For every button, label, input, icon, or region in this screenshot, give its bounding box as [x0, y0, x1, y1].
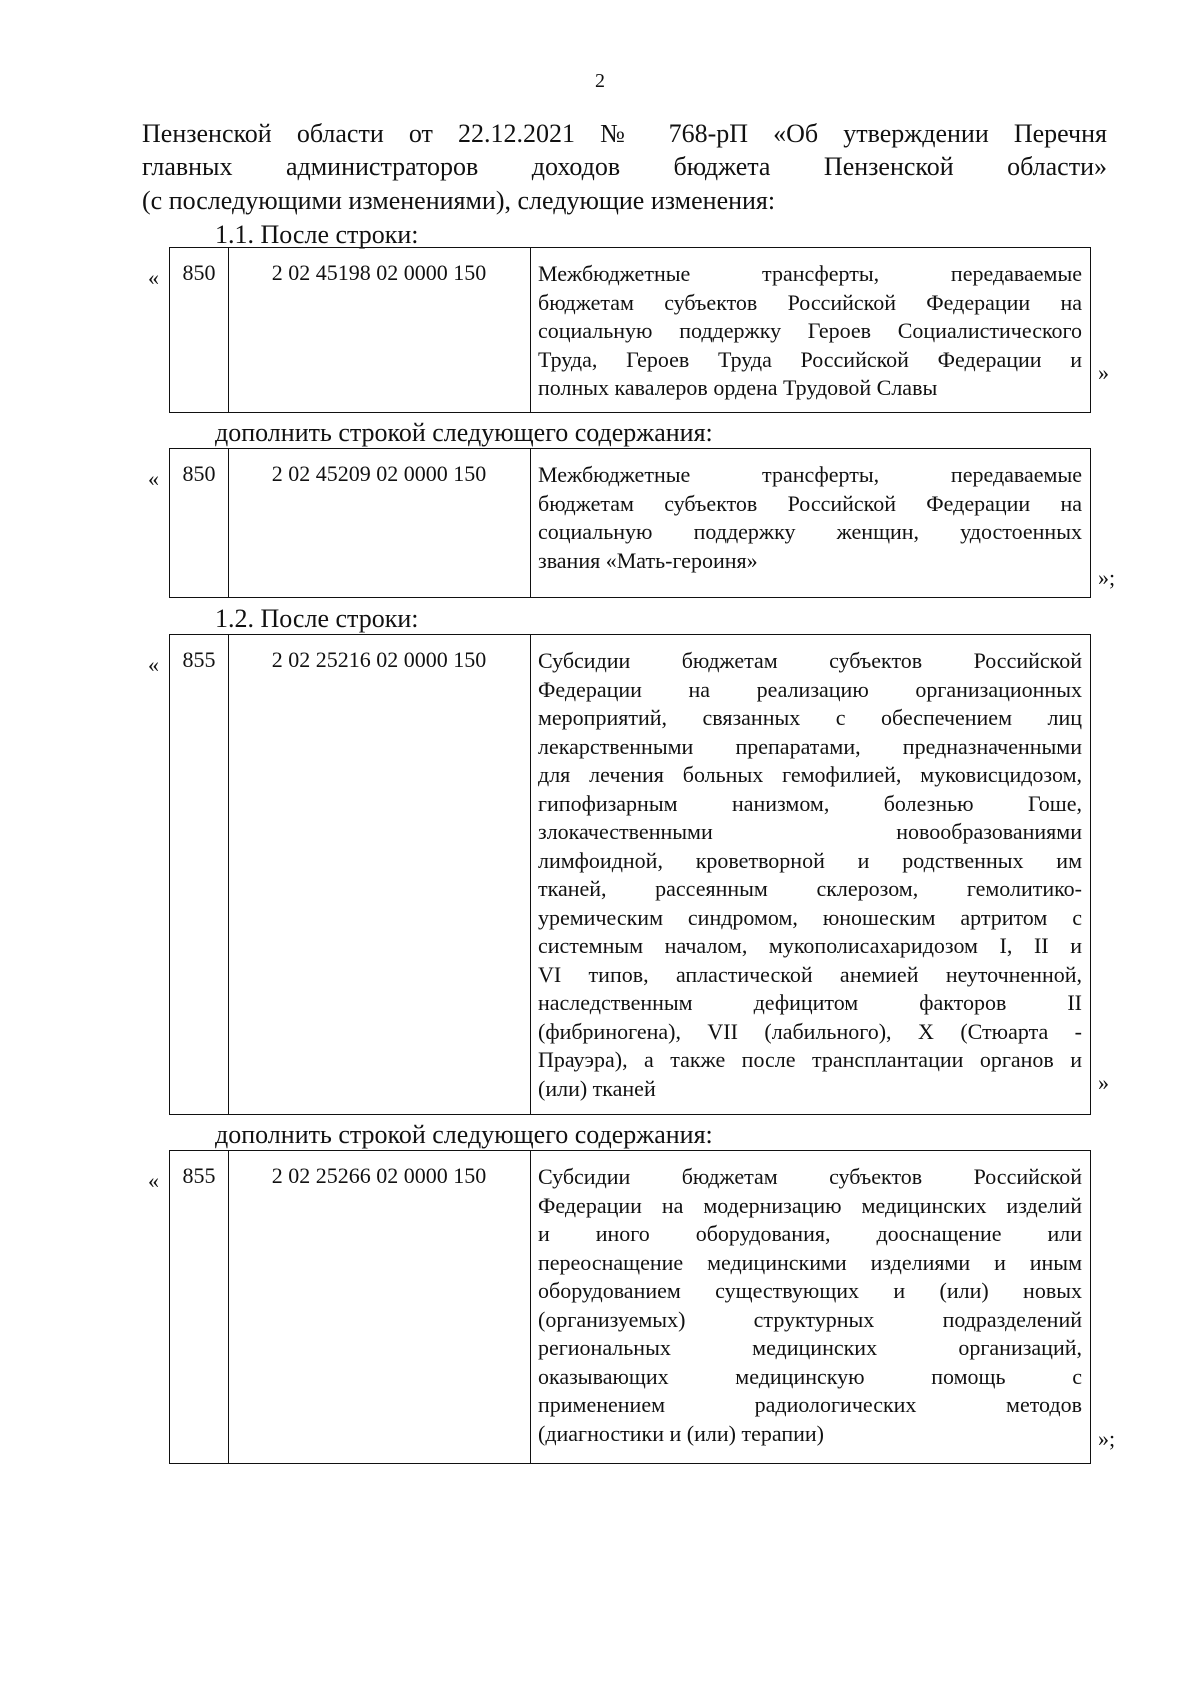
income-name-line: оказывающих медицинскую помощь с [538, 1363, 1082, 1389]
income-name-line: лекарственными препаратами, предназначенными [538, 733, 1082, 759]
income-name-line: Субсидии бюджетам субъектов Российской [538, 648, 1082, 673]
section-heading: 1.1. После строки: [215, 220, 419, 249]
income-name [538, 260, 1082, 403]
income-name-line: (организуемых) структурных подразделений [538, 1306, 1082, 1332]
kbk-code: 2 02 45209 02 0000 150 [271, 461, 487, 486]
admin-code: 850 [182, 461, 216, 486]
income-name-line: и иного оборудования, дооснащение или [538, 1221, 1082, 1246]
income-name-line: Межбюджетные трансферты, передаваемые [538, 462, 1082, 487]
income-name-line: применением радиологических методов [538, 1392, 1082, 1417]
income-name-line: оборудованием существующих и (или) новых [538, 1278, 1082, 1303]
income-name-line: тканей, рассеянным склерозом, гемолитико- [538, 876, 1082, 901]
intro-line: Пензенской области от 22.12.2021 № 768-рП «Об утверждении Перечня [142, 119, 1107, 148]
income-name-line: Федерации на модернизацию медицинских изделий [538, 1192, 1082, 1218]
income-name-line: (фибриногена), VII (лабильного), X (Стюарта - [538, 1018, 1082, 1044]
admin-code: 850 [182, 260, 216, 285]
income-name-line: гипофизарным нанизмом, болезнью Гоше, [538, 790, 1082, 816]
income-name-line: бюджетам субъектов Российской Федерации на [538, 490, 1082, 516]
close-quote: »; [1098, 1426, 1116, 1451]
income-name-line: региональных медицинских организаций, [538, 1335, 1082, 1360]
close-quote: » [1098, 1070, 1109, 1095]
budget-code-table [169, 634, 1091, 1115]
section-heading: 1.2. После строки: [215, 604, 419, 633]
kbk-code: 2 02 25216 02 0000 150 [271, 647, 487, 672]
income-name-line: полных кавалеров ордена Трудовой Славы [538, 375, 938, 400]
admin-code: 855 [182, 647, 216, 672]
intro-paragraph [142, 117, 1107, 217]
income-name-line: социальную поддержку Героев Социалистического [538, 318, 1082, 343]
close-quote: » [1098, 360, 1109, 385]
budget-code-table [169, 448, 1091, 598]
kbk-code: 2 02 45198 02 0000 150 [271, 260, 487, 285]
income-name-line: Межбюджетные трансферты, передаваемые [538, 261, 1082, 286]
income-name [538, 647, 1082, 1103]
admin-code: 855 [182, 1163, 216, 1188]
income-name-line: переоснащение медицинскими изделиями и иным [538, 1249, 1082, 1275]
open-quote: « [148, 652, 159, 677]
income-name-line: системным началом, мукополисахаридозом I, II и [538, 933, 1082, 958]
income-name-line: бюджетам субъектов Российской Федерации на [538, 289, 1082, 315]
section-heading: дополнить строкой следующего содержания: [215, 418, 713, 447]
income-name-line: (диагностики и (или) терапии) [538, 1420, 824, 1446]
income-name-line: злокачественными новообразованиями [538, 819, 1082, 844]
kbk-code: 2 02 25266 02 0000 150 [271, 1163, 487, 1188]
income-name-line: лимфоидной, кроветворной и родственных им [538, 847, 1082, 873]
income-name [538, 461, 1082, 575]
intro-line: (с последующими изменениями), следующие изменения: [142, 185, 776, 215]
budget-code-table [169, 1150, 1091, 1464]
intro-line: главных администраторов доходов бюджета Пензенской области» [142, 152, 1107, 182]
income-name-line: Субсидии бюджетам субъектов Российской [538, 1164, 1082, 1189]
income-name-line: VI типов, апластической анемией неуточненной, [538, 961, 1082, 987]
budget-code-table [169, 247, 1091, 413]
income-name-line: социальную поддержку женщин, удостоенных [538, 519, 1082, 544]
income-name-line: мероприятий, связанных с обеспечением лиц [538, 705, 1082, 730]
open-quote: « [148, 466, 159, 491]
income-name [538, 1163, 1082, 1448]
income-name-line: звания «Мать-героиня» [538, 547, 758, 573]
income-name-line: наследственным дефицитом факторов II [538, 990, 1082, 1015]
section-heading: дополнить строкой следующего содержания: [215, 1120, 713, 1149]
close-quote: »; [1098, 565, 1116, 590]
income-name-line: (или) тканей [538, 1075, 656, 1101]
income-name-line: Труда, Героев Труда Российской Федерации и [538, 346, 1082, 372]
income-name-line: Прауэра), а также после трансплантации органов и [538, 1047, 1082, 1072]
income-name-line: Федерации на реализацию организационных [538, 676, 1082, 702]
open-quote: « [148, 1168, 159, 1193]
income-name-line: для лечения больных гемофилией, муковисцидозом, [538, 762, 1082, 787]
income-name-line: уремическим синдромом, юношеским артритом с [538, 904, 1082, 930]
page-number: 2 [595, 70, 605, 92]
open-quote: « [148, 265, 159, 290]
